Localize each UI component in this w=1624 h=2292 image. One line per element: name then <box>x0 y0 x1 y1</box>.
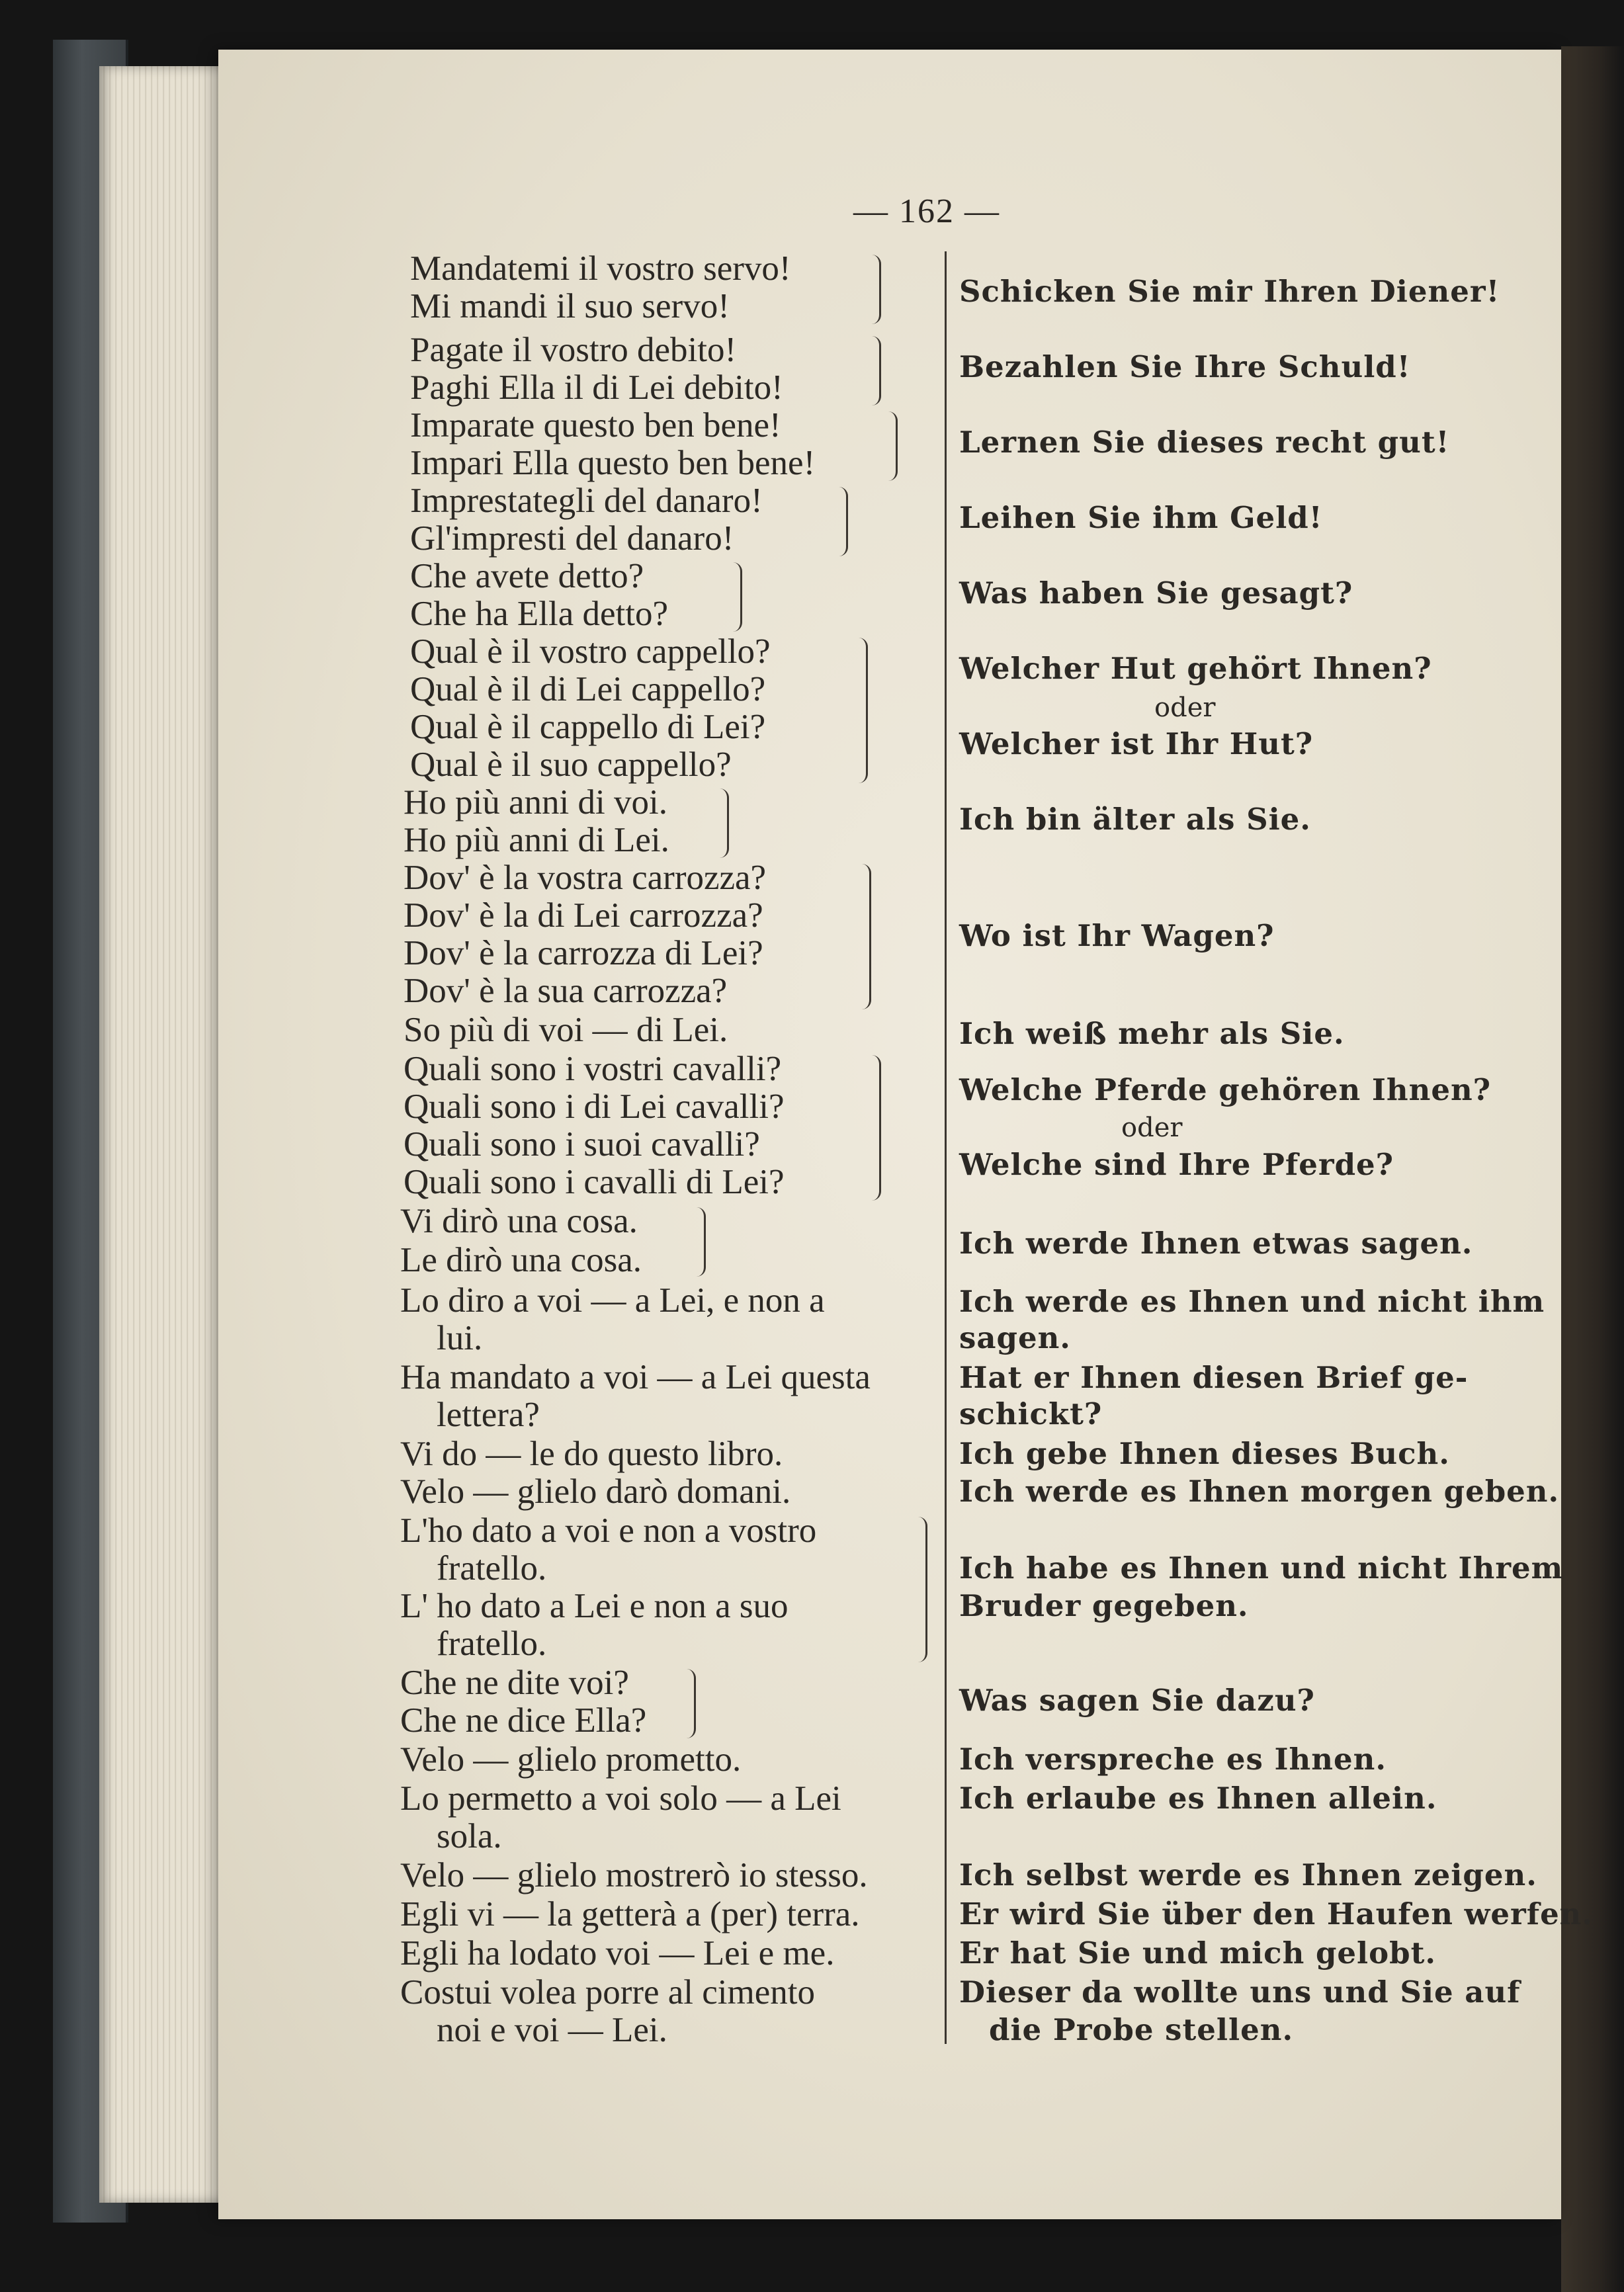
german-line: Ich habe es Ihnen und nicht Ihrem <box>959 1550 1564 1586</box>
grouping-brace <box>857 638 868 783</box>
italian-line: Pagate il vostro debito! <box>410 331 737 369</box>
italian-line: Vi do — le do questo libro. <box>400 1435 783 1473</box>
german-line: Ich selbst werde es Ihnen zeigen. <box>959 1857 1537 1892</box>
italian-line: Quali sono i di Lei cavalli? <box>404 1087 785 1126</box>
italian-line: Gl'impresti del danaro! <box>410 519 734 558</box>
italian-line: Velo — glielo darò domani. <box>400 1472 791 1511</box>
german-line: Ich verspreche es Ihnen. <box>959 1742 1387 1777</box>
italian-line: sola. <box>437 1817 502 1855</box>
italian-line: Dov' è la di Lei carrozza? <box>404 896 763 935</box>
grouping-brace <box>870 336 881 405</box>
italian-line: Ho più anni di Lei. <box>404 821 669 859</box>
italian-line: Quali sono i cavalli di Lei? <box>404 1163 785 1201</box>
italian-line: Le dirò una cosa. <box>400 1241 642 1279</box>
german-line: Wo ist Ihr Wagen? <box>959 918 1275 953</box>
italian-line: Qual è il cappello di Lei? <box>410 708 766 746</box>
german-line: Bezahlen Sie Ihre Schuld! <box>959 349 1411 384</box>
grouping-brace <box>870 255 881 324</box>
italian-line: Ha mandato a voi — a Lei questa <box>400 1358 871 1396</box>
german-line: Ich erlaube es Ihnen allein. <box>959 1781 1437 1816</box>
italian-line: Mi mandi il suo servo! <box>410 287 730 325</box>
german-line: Ich werde Ihnen etwas sagen. <box>959 1226 1473 1261</box>
german-line: Er hat Sie und mich gelobt. <box>959 1935 1437 1971</box>
italian-line: Costui volea porre al cimento <box>400 1973 815 2012</box>
german-line: Ich weiß mehr als Sie. <box>959 1016 1345 1051</box>
grouping-brace <box>886 411 898 481</box>
german-line: Welche sind Ihre Pferde? <box>959 1147 1394 1182</box>
italian-line: Lo permetto a voi solo — a Lei <box>400 1779 841 1818</box>
german-line: Hat er Ihnen diesen Brief ge- <box>959 1360 1469 1395</box>
german-line: sagen. <box>959 1320 1071 1355</box>
italian-line: Qual è il suo cappello? <box>410 745 732 784</box>
german-line: Welche Pferde gehören Ihnen? <box>959 1072 1492 1107</box>
grouping-brace <box>718 788 729 858</box>
italian-line: Che ne dite voi? <box>400 1664 629 1702</box>
italian-line: Paghi Ella il di Lei debito! <box>410 368 783 407</box>
italian-line: fratello. <box>437 1549 547 1588</box>
german-line: Welcher Hut gehört Ihnen? <box>959 651 1432 686</box>
grouping-brace <box>870 1055 881 1201</box>
grouping-brace <box>731 562 742 632</box>
italian-line: noi e voi — Lei. <box>437 2011 667 2049</box>
german-line: Bruder gegeben. <box>959 1588 1249 1623</box>
italian-line: Dov' è la carrozza di Lei? <box>404 934 763 972</box>
column-divider <box>945 251 947 2044</box>
german-line: Ich werde es Ihnen und nicht ihm <box>959 1284 1545 1319</box>
italian-line: Velo — glielo mostrerò io stesso. <box>400 1856 868 1894</box>
italian-line: Che ha Ella detto? <box>410 595 668 633</box>
german-line: Schicken Sie mir Ihren Diener! <box>959 274 1500 309</box>
italian-line: Qual è il di Lei cappello? <box>410 670 766 708</box>
italian-line: Impari Ella questo ben bene! <box>410 444 816 482</box>
italian-line: Imprestategli del danaro! <box>410 482 763 520</box>
german-line: Was sagen Sie dazu? <box>959 1683 1315 1718</box>
italian-line: Imparate questo ben bene! <box>410 406 781 445</box>
italian-line: Vi dirò una cosa. <box>400 1202 638 1240</box>
german-line: Was haben Sie gesagt? <box>959 575 1353 611</box>
italian-line: lettera? <box>437 1396 540 1434</box>
italian-line: Lo diro a voi — a Lei, e non a <box>400 1281 825 1320</box>
grouping-brace <box>860 864 871 1009</box>
german-line: schickt? <box>959 1396 1103 1431</box>
german-line: Ich werde es Ihnen morgen geben. <box>959 1474 1560 1509</box>
italian-line: Egli vi — la getterà a (per) terra. <box>400 1895 860 1933</box>
grouping-brace <box>916 1517 927 1662</box>
german-line: die Probe stellen. <box>989 2012 1294 2047</box>
grouping-brace <box>695 1207 706 1277</box>
german-line: Er wird Sie über den Haufen werfen. <box>959 1896 1594 1931</box>
italian-line: Quali sono i suoi cavalli? <box>404 1125 760 1164</box>
italian-line: Ho più anni di voi. <box>404 783 667 822</box>
italian-line: Dov' è la sua carrozza? <box>404 972 728 1010</box>
italian-line: Dov' è la vostra carrozza? <box>404 859 767 897</box>
italian-line: lui. <box>437 1319 483 1357</box>
italian-line: Che ne dice Ella? <box>400 1701 647 1740</box>
grouping-brace <box>685 1669 696 1738</box>
italian-line: Quali sono i vostri cavalli? <box>404 1050 782 1088</box>
italian-line: Qual è il vostro cappello? <box>410 632 771 671</box>
italian-line: L'ho dato a voi e non a vostro <box>400 1511 817 1550</box>
italian-line: L' ho dato a Lei e non a suo <box>400 1587 789 1625</box>
german-line: Ich gebe Ihnen dieses Buch. <box>959 1436 1450 1471</box>
german-oder: oder <box>1121 1113 1183 1143</box>
italian-line: Che avete detto? <box>410 557 644 595</box>
german-line: Welcher ist Ihr Hut? <box>959 726 1314 761</box>
german-line: Lernen Sie dieses recht gut! <box>959 425 1450 460</box>
german-line: Leihen Sie ihm Geld! <box>959 500 1323 535</box>
page-number: — 162 — <box>853 192 1000 230</box>
german-oder: oder <box>1154 693 1216 723</box>
facing-page-edge <box>1561 46 1624 2292</box>
german-line: Ich bin älter als Sie. <box>959 802 1311 837</box>
grouping-brace <box>837 487 848 556</box>
italian-line: So più di voi — di Lei. <box>404 1011 728 1049</box>
italian-line: Velo — glielo prometto. <box>400 1740 742 1779</box>
italian-line: fratello. <box>437 1625 547 1663</box>
italian-line: Egli ha lodato voi — Lei e me. <box>400 1934 835 1973</box>
german-line: Dieser da wollte uns und Sie auf <box>959 1974 1521 2010</box>
italian-line: Mandatemi il vostro servo! <box>410 249 791 288</box>
